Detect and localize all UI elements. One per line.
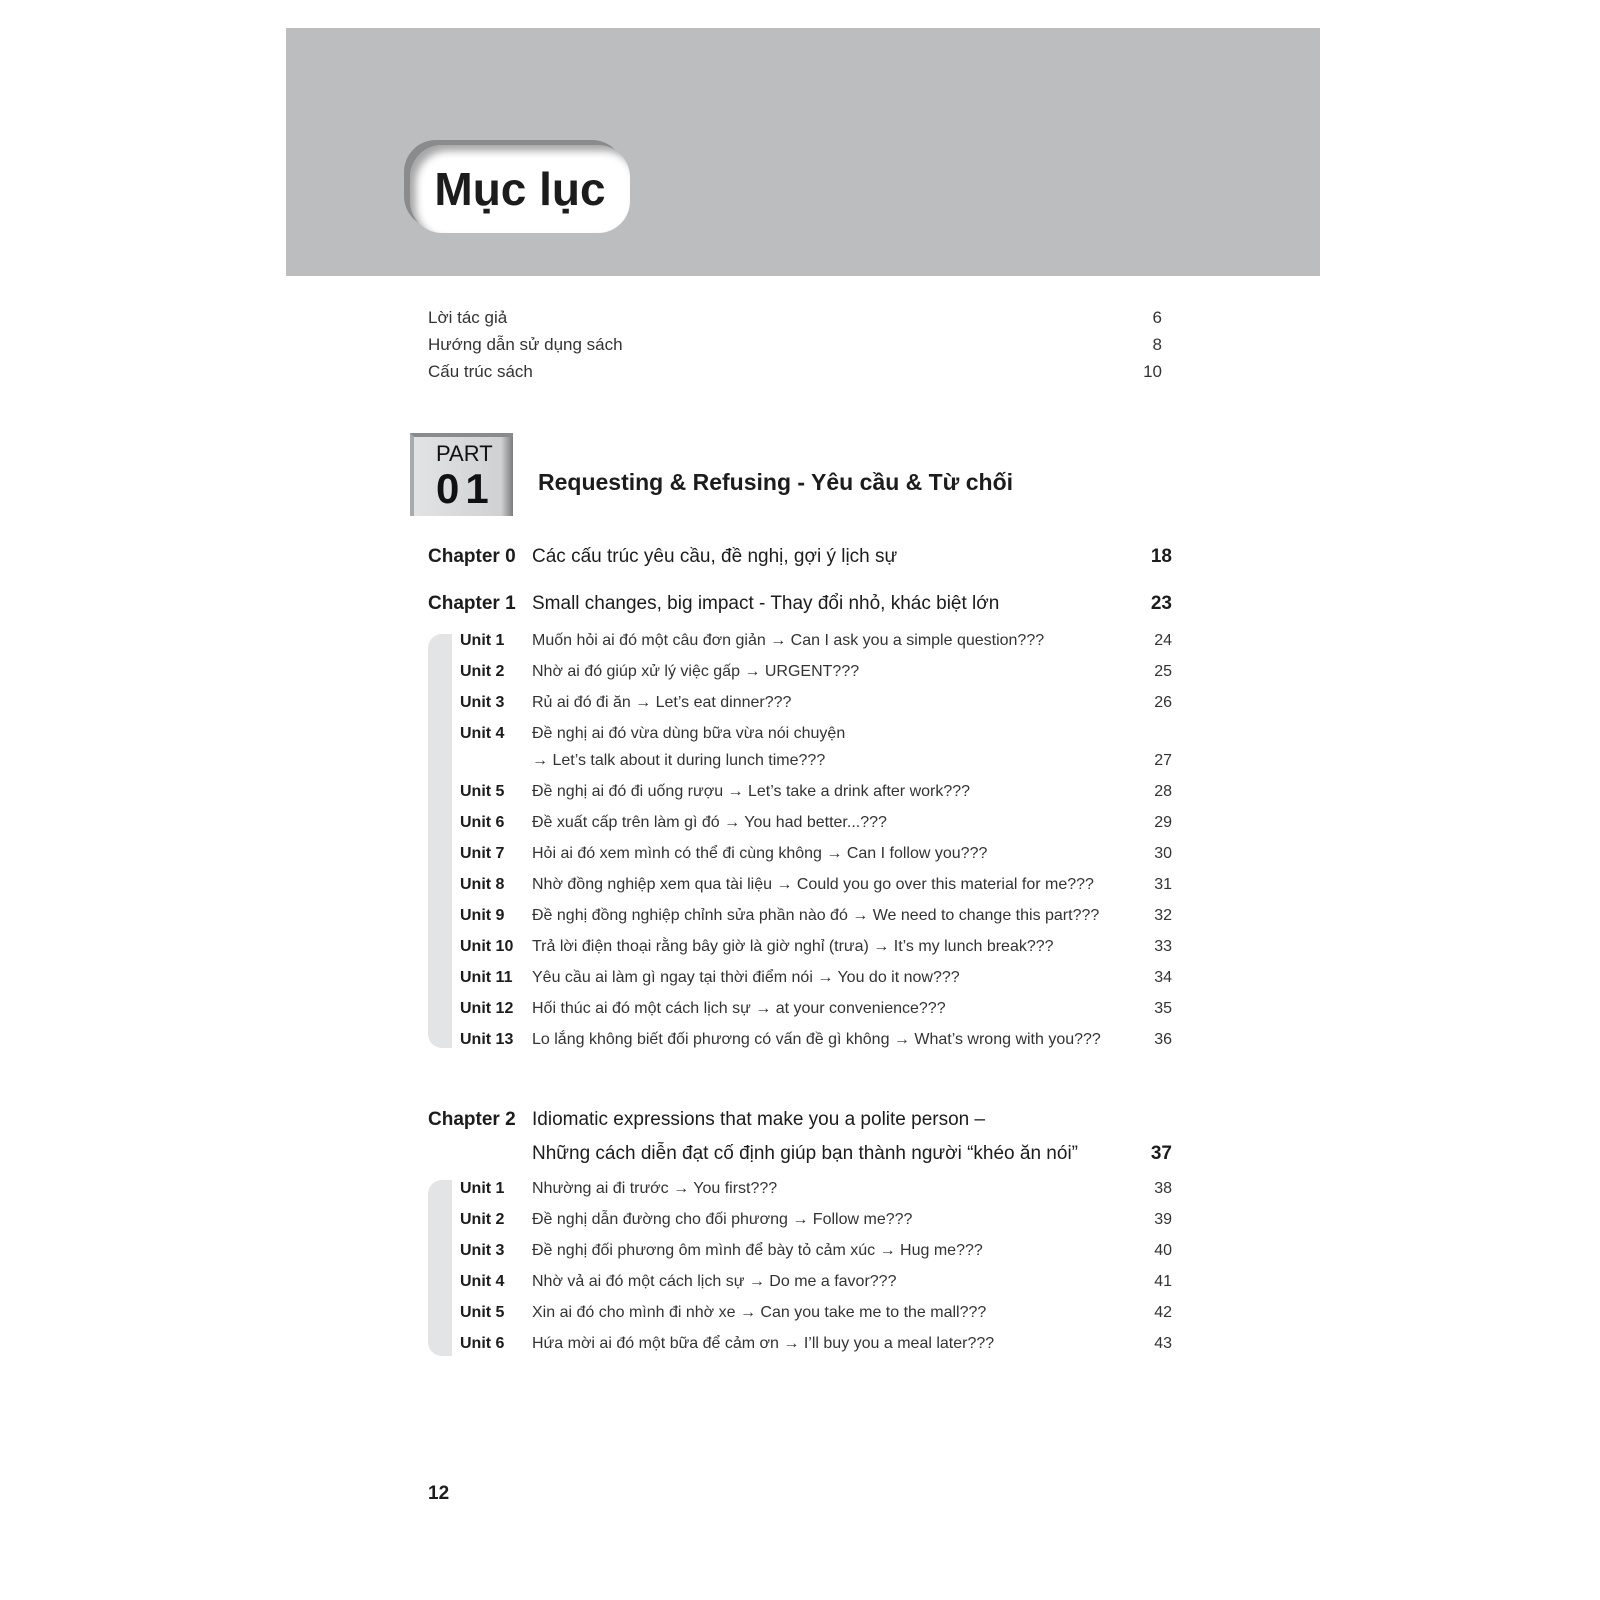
unit-list-bar	[428, 634, 452, 1048]
unit-page: 34	[1154, 969, 1172, 986]
unit-label: Unit 4	[460, 1273, 505, 1290]
unit-title: Hối thúc ai đó một cách lịch sự → at your convenience???	[532, 1000, 946, 1017]
unit-page: 35	[1154, 1000, 1172, 1017]
unit-title: Đề nghị đồng nghiệp chỉnh sửa phần nào đó → We need to change this part???	[532, 907, 1100, 924]
unit-title: Hỏi ai đó xem mình có thể đi cùng không → Can I follow you???	[532, 845, 988, 862]
page-number: 12	[428, 1483, 450, 1504]
part-badge	[410, 433, 513, 516]
unit-page: 30	[1154, 845, 1172, 862]
unit-title: Xin ai đó cho mình đi nhờ xe → Can you take me to the mall???	[532, 1304, 987, 1321]
unit-label: Unit 7	[460, 845, 505, 862]
unit-page: 33	[1154, 938, 1172, 955]
unit-title: Nhờ đồng nghiệp xem qua tài liệu → Could you go over this material for me???	[532, 876, 1094, 893]
unit-page: 38	[1154, 1180, 1172, 1197]
unit-title: Hứa mời ai đó một bữa để cảm ơn → I’ll buy you a meal later???	[532, 1335, 995, 1352]
toc-entry-page: 6	[1152, 308, 1162, 327]
toc-entry-label: Hướng dẫn sử dụng sách	[428, 335, 623, 354]
unit-title: Rủ ai đó đi ăn → Let’s eat dinner???	[532, 694, 792, 711]
unit-label: Unit 12	[460, 1000, 514, 1017]
toc-entry[interactable]	[428, 335, 1162, 355]
chapter-entry[interactable]	[428, 1109, 1172, 1171]
chapter-title: Idiomatic expressions that make you a polite person –	[532, 1109, 986, 1130]
part-title: Requesting & Refusing - Yêu cầu & Từ chối	[538, 469, 1014, 495]
unit-list-bar	[428, 1180, 452, 1356]
chapter-label: Chapter 2	[428, 1109, 516, 1130]
unit-title: Trả lời điện thoại rằng bây giờ là giờ nghỉ (trưa) → It’s my lunch break???	[532, 938, 1054, 955]
unit-label: Unit 13	[460, 1031, 514, 1048]
unit-title: Lo lắng không biết đối phương có vấn đề gì không → What’s wrong with you???	[532, 1031, 1101, 1048]
page-title: Mục lục	[410, 145, 630, 233]
unit-page: 41	[1154, 1273, 1172, 1290]
unit-label: Unit 2	[460, 1211, 505, 1228]
unit-title: Nhờ ai đó giúp xử lý việc gấp → URGENT???	[532, 663, 860, 680]
toc-entry-label: Lời tác giả	[428, 308, 508, 327]
toc-entry-page: 8	[1152, 335, 1162, 354]
unit-title: Đề nghị đối phương ôm mình để bày tỏ cảm xúc → Hug me???	[532, 1242, 983, 1259]
unit-title: Nhường ai đi trước → You first???	[532, 1180, 778, 1197]
unit-page: 31	[1154, 876, 1172, 893]
unit-entry[interactable]	[460, 725, 1172, 781]
unit-label: Unit 1	[460, 632, 505, 649]
unit-label: Unit 11	[460, 969, 513, 986]
unit-title: Đề nghị ai đó đi uống rượu → Let’s take a drink after work???	[532, 783, 971, 800]
unit-page: 25	[1154, 663, 1172, 680]
unit-page: 29	[1154, 814, 1172, 831]
unit-page: 26	[1154, 694, 1172, 711]
unit-label: Unit 3	[460, 694, 505, 711]
chapter-page: 23	[1150, 593, 1172, 614]
part-number: 01	[436, 465, 495, 512]
unit-page: 43	[1154, 1335, 1172, 1352]
chapter-page: 37	[1150, 1143, 1172, 1164]
unit-label: Unit 5	[460, 1304, 505, 1321]
part-label: PART	[436, 441, 493, 466]
chapter-title: Các cấu trúc yêu cầu, đề nghị, gợi ý lịch sự	[532, 546, 898, 567]
unit-label: Unit 2	[460, 663, 505, 680]
unit-label: Unit 9	[460, 907, 505, 924]
unit-title: Nhờ vả ai đó một cách lịch sự → Do me a favor???	[532, 1273, 897, 1290]
unit-label: Unit 4	[460, 725, 505, 742]
unit-label: Unit 6	[460, 814, 505, 831]
unit-title-continued: → Let’s talk about it during lunch time???	[532, 752, 826, 769]
unit-title: Yêu cầu ai làm gì ngay tại thời điểm nói → You do it now???	[532, 969, 960, 986]
chapter-page: 18	[1150, 546, 1172, 567]
unit-page: 36	[1154, 1031, 1172, 1048]
unit-title: Đề nghị ai đó vừa dùng bữa vừa nói chuyện	[532, 725, 846, 742]
unit-title: Đề xuất cấp trên làm gì đó → You had better...???	[532, 814, 887, 831]
unit-label: Unit 10	[460, 938, 514, 955]
unit-page: 28	[1154, 783, 1172, 800]
unit-label: Unit 1	[460, 1180, 505, 1197]
unit-label: Unit 5	[460, 783, 505, 800]
unit-title: Muốn hỏi ai đó một câu đơn giản → Can I ask you a simple question???	[532, 632, 1045, 649]
chapter-title: Small changes, big impact - Thay đổi nhỏ, khác biệt lớn	[532, 593, 1000, 614]
unit-page: 40	[1154, 1242, 1172, 1259]
toc-entry-page: 10	[1143, 362, 1162, 381]
toc-entry-label: Cấu trúc sách	[428, 362, 533, 381]
unit-title: Đề nghị dẫn đường cho đối phương → Follow me???	[532, 1211, 913, 1228]
unit-label: Unit 3	[460, 1242, 505, 1259]
toc-entry[interactable]	[428, 362, 1162, 382]
unit-page: 27	[1154, 752, 1172, 769]
chapter-title-continued: Những cách diễn đạt cố định giúp bạn thành người “khéo ăn nói”	[532, 1143, 1078, 1164]
unit-label: Unit 6	[460, 1335, 505, 1352]
unit-label: Unit 8	[460, 876, 505, 893]
unit-page: 32	[1154, 907, 1172, 924]
unit-page: 24	[1154, 632, 1172, 649]
chapter-label: Chapter 1	[428, 593, 516, 614]
toc-entry[interactable]	[428, 308, 1162, 328]
chapter-label: Chapter 0	[428, 546, 516, 567]
unit-page: 39	[1154, 1211, 1172, 1228]
unit-page: 42	[1154, 1304, 1172, 1321]
